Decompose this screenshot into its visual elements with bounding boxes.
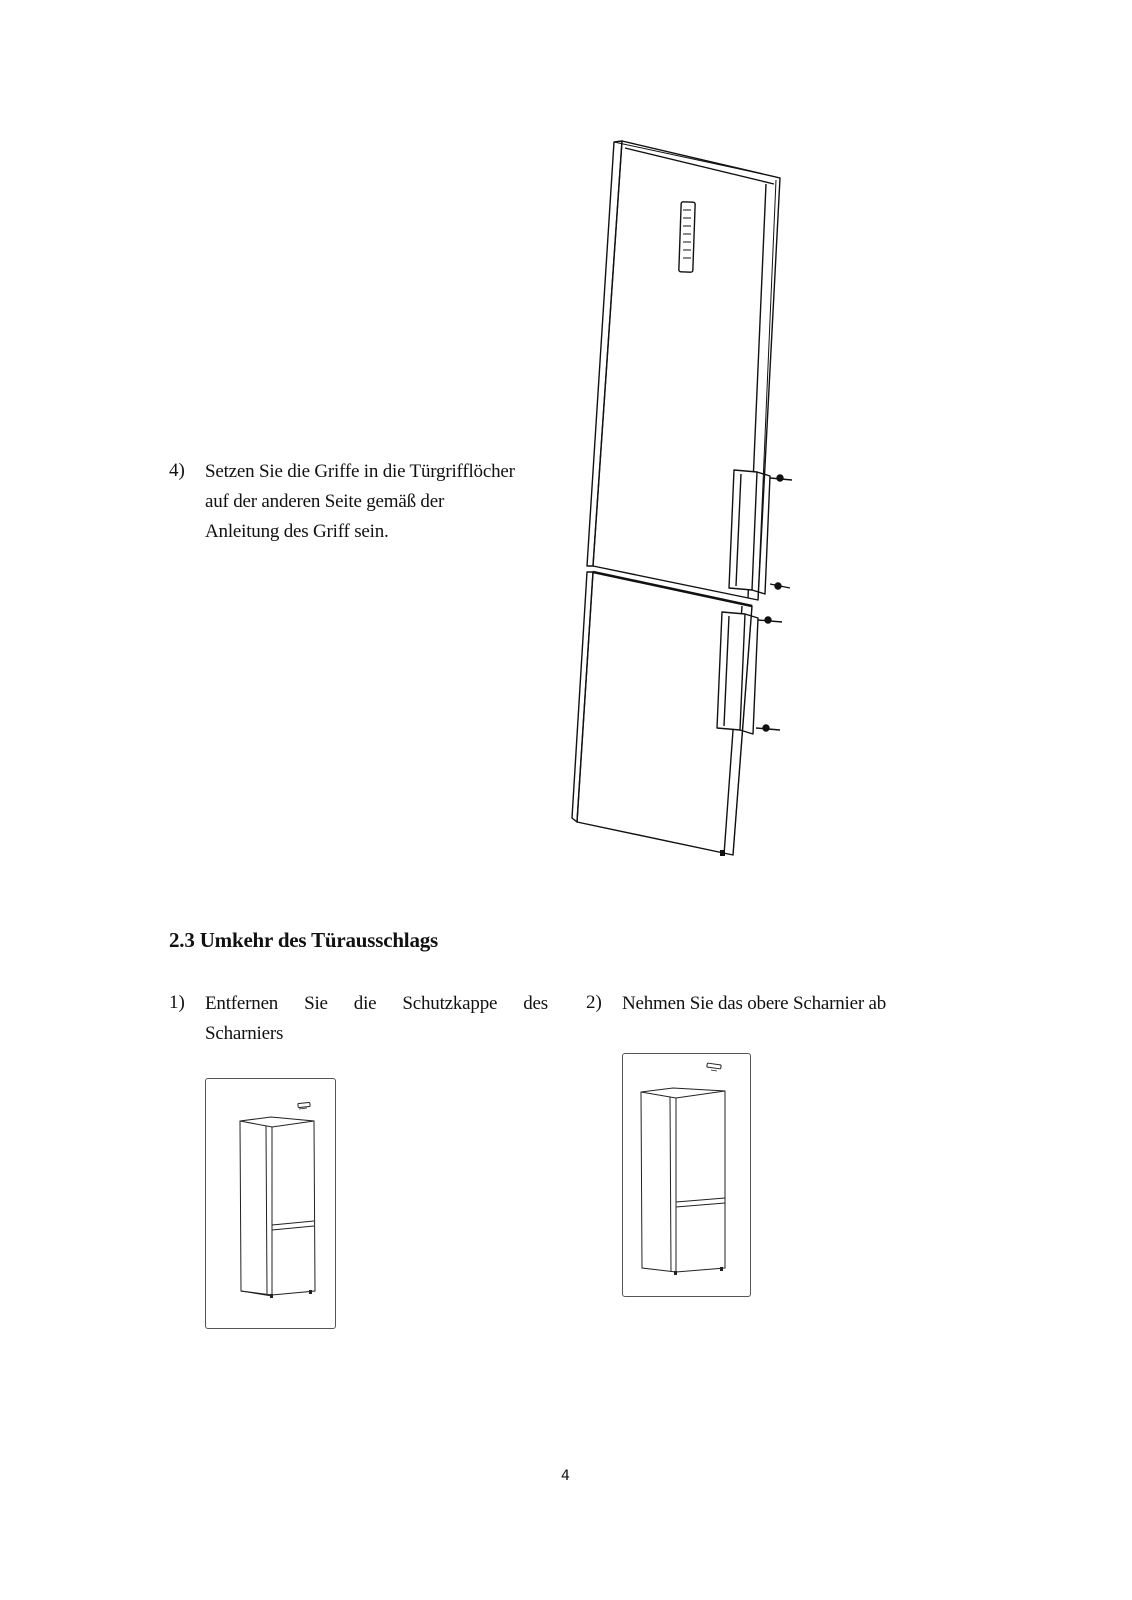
step-1-word: Schutzkappe [402,993,498,1014]
step-1-word: die [353,993,377,1014]
step-1-number: 1) [169,992,185,1013]
step-4-number: 4) [169,460,185,481]
step-1-word: Sie [304,993,328,1014]
fridge-illustration [206,1079,335,1328]
step-1-text [205,989,548,1049]
step-4-line-3: Anleitung des Griff sein. [205,521,389,542]
step-1-word: Entfernen [205,993,279,1014]
step-1-line-1 [205,989,548,1019]
step-4-line-2: auf der anderen Seite gemäß der [205,491,445,512]
fridge-illustration [623,1054,750,1296]
step-1-word: des [523,993,548,1014]
door-handle-illustration [560,130,820,890]
step-2-text: Nehmen Sie das obere Scharnier ab [622,993,887,1014]
step-4-text [205,457,555,547]
step-2-number: 2) [586,992,602,1013]
page-number: 4 [561,1468,570,1484]
figure-remove-upper-hinge [622,1053,751,1297]
section-heading: 2.3 Umkehr des Türausschlags [169,928,439,952]
step-4-line-1: Setzen Sie die Griffe in die Türgrifflöcher [205,461,515,482]
step-1-line-2: Scharniers [205,1023,284,1044]
figure-remove-hinge-cap [205,1078,336,1329]
